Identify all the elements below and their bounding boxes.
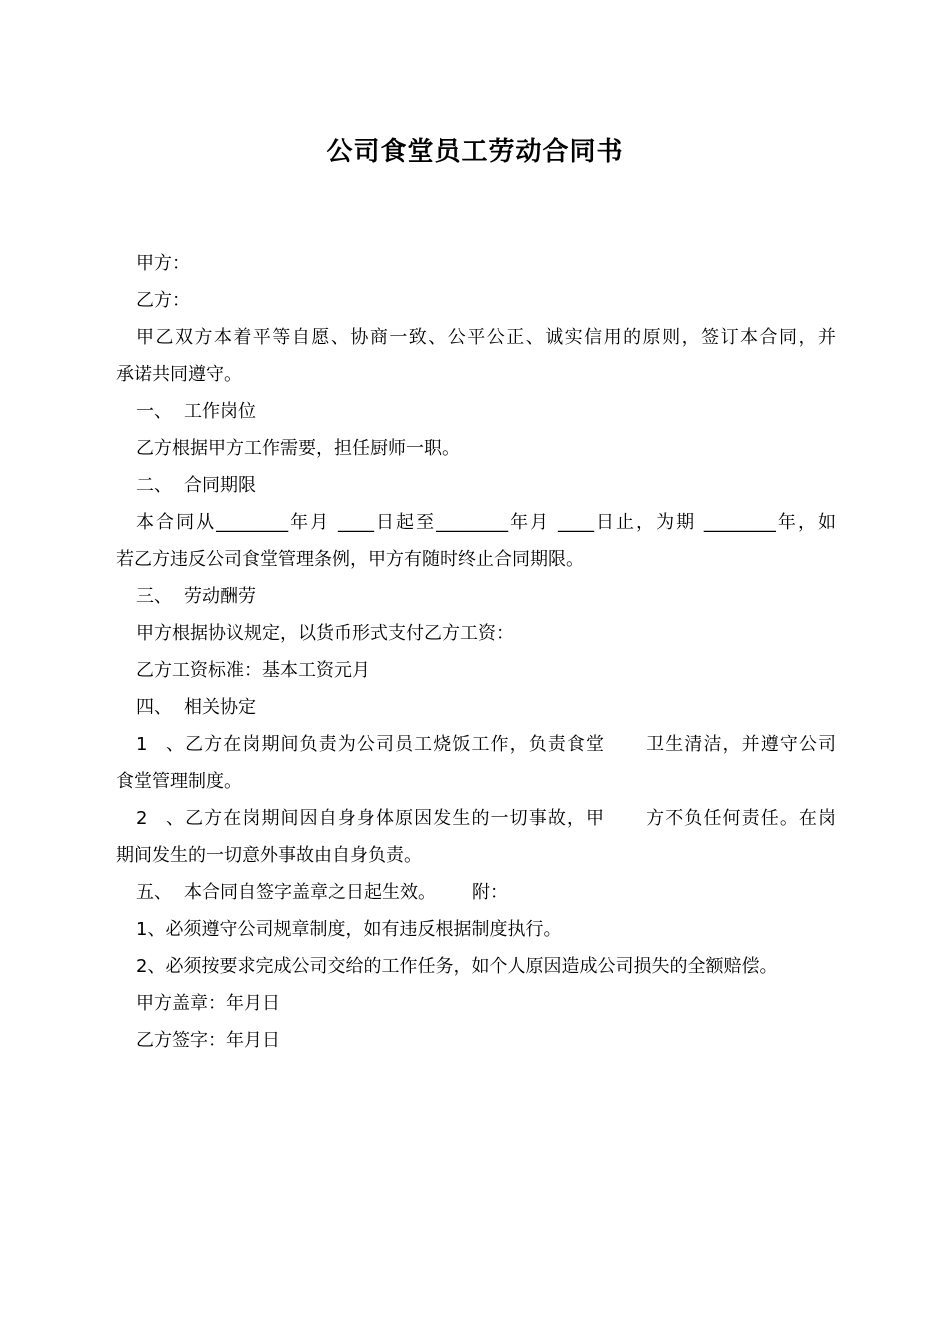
- section-4-title: 相关协定: [184, 697, 256, 718]
- section-1-title: 工作岗位: [184, 401, 256, 422]
- section-5-title: 本合同自签字盖章之日起生效。: [184, 882, 436, 903]
- appendix-item-2: 2、必须按要求完成公司交给的工作任务，如个人原因造成公司损失的全额赔偿。: [136, 956, 778, 977]
- party-b-line: 乙方：: [136, 290, 190, 311]
- intro-line-1: 甲乙双方本着平等自愿、协商一致、公平公正、诚实信用的原则，签订本合同，并: [136, 327, 836, 348]
- item-2-line-2: 期间发生的一切意外事故由自身负责。: [116, 845, 422, 866]
- section-1-heading: [116, 393, 836, 430]
- appendix-label: 附：: [472, 882, 508, 903]
- section-3-number: 三、: [136, 586, 172, 607]
- item-1-text-a: 乙方在岗期间负责为公司员工烧饭工作，负责食堂: [184, 734, 606, 755]
- item-1-text-b: 卫生清洁，并遵守公司: [645, 734, 837, 755]
- section-2-number: 二、: [136, 475, 172, 496]
- intro-line-2: 承诺共同遵守。: [116, 364, 242, 385]
- section-1-number: 一、: [136, 401, 172, 422]
- item-1-number: 1、: [136, 734, 184, 755]
- party-b-signature-line: 乙方签字：年月日: [136, 1030, 280, 1051]
- section-2-line-2: 若乙方违反公司食堂管理条例，甲方有随时终止合同期限。: [116, 549, 584, 570]
- section-4-number: 四、: [136, 697, 172, 718]
- item-2-number: 2、: [136, 808, 184, 829]
- section-5-heading: [116, 874, 836, 911]
- appendix-item-1: 1、必须遵守公司规章制度，如有违反根据制度执行。: [136, 919, 562, 940]
- section-2-line-1: 本合同从________年月 ____日起至________年月 ____日止，为期 ________年，如: [136, 512, 836, 533]
- section-2-heading: [116, 467, 836, 504]
- section-2-title: 合同期限: [184, 475, 256, 496]
- document-title: 公司食堂员工劳动合同书: [326, 137, 624, 167]
- contract-body: [116, 245, 836, 1059]
- section-3-line-1: 甲方根据协议规定，以货币形式支付乙方工资：: [136, 623, 514, 644]
- party-a-line: 甲方：: [136, 253, 190, 274]
- section-4-heading: [116, 689, 836, 726]
- item-1-line-2: 食堂管理制度。: [116, 771, 242, 792]
- section-5-number: 五、: [136, 882, 172, 903]
- party-a-seal-line: 甲方盖章：年月日: [136, 993, 280, 1014]
- section-1-body: 乙方根据甲方工作需要，担任厨师一职。: [136, 438, 460, 459]
- section-3-heading: [116, 578, 836, 615]
- section-3-line-2: 乙方工资标准：基本工资元月: [136, 660, 370, 681]
- item-2-text-a: 乙方在岗期间因自身身体原因发生的一切事故，甲: [184, 808, 606, 829]
- section-3-title: 劳动酬劳: [184, 586, 256, 607]
- item-1-line-1: [116, 726, 836, 763]
- item-2-line-1: [116, 800, 836, 837]
- item-2-text-b: 方不负任何责任。在岗: [645, 808, 837, 829]
